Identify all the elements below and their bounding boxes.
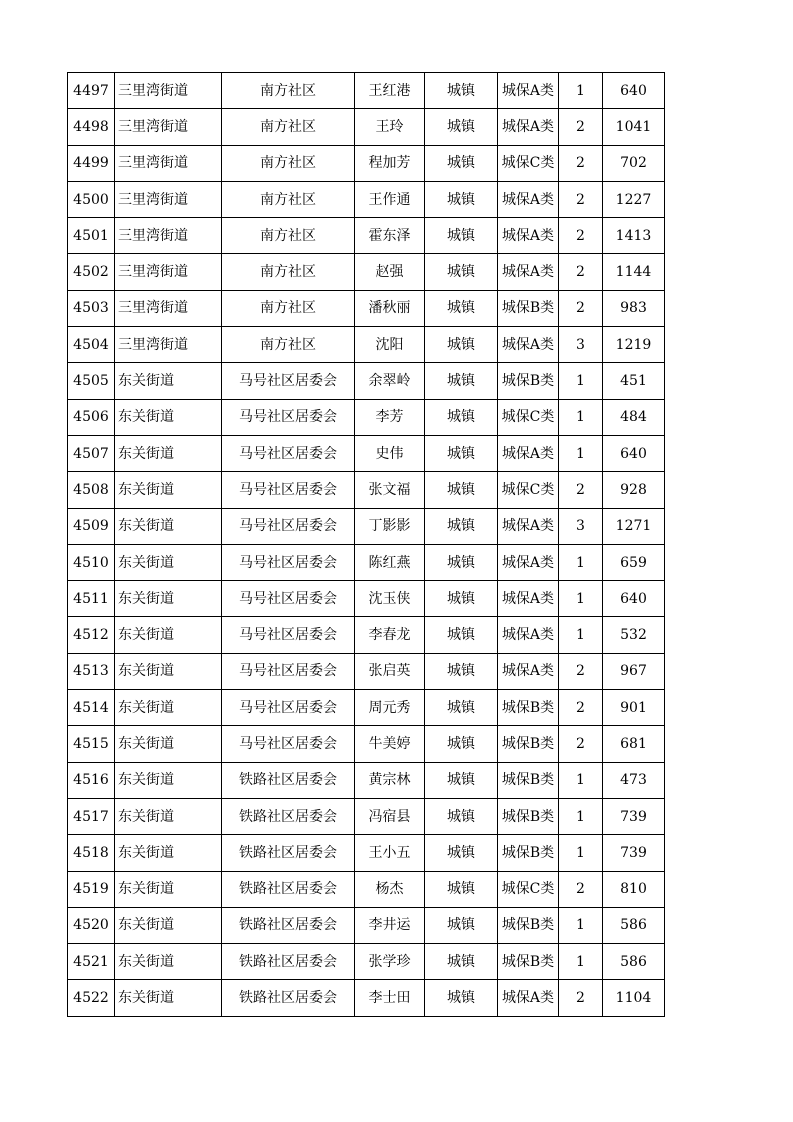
area-type-cell: 城镇 (425, 472, 498, 508)
household-size-cell: 2 (559, 290, 603, 326)
insurance-class-cell: 城保B类 (498, 907, 559, 943)
table-row (68, 871, 665, 907)
table-row (68, 435, 665, 471)
area-type-cell: 城镇 (425, 726, 498, 762)
area-type-cell: 城镇 (425, 544, 498, 580)
name-cell: 王小五 (355, 835, 425, 871)
insurance-class-cell: 城保B类 (498, 798, 559, 834)
street-cell: 三里湾街道 (115, 181, 222, 217)
amount-cell: 967 (603, 653, 665, 689)
table-row (68, 726, 665, 762)
table-row (68, 145, 665, 181)
table-row (68, 617, 665, 653)
household-size-cell: 1 (559, 581, 603, 617)
street-cell: 东关街道 (115, 363, 222, 399)
table-row (68, 399, 665, 435)
name-cell: 黄宗林 (355, 762, 425, 798)
name-cell: 沈玉侠 (355, 581, 425, 617)
row-number-cell: 4503 (68, 290, 115, 326)
community-cell: 南方社区 (222, 109, 355, 145)
street-cell: 东关街道 (115, 907, 222, 943)
street-cell: 三里湾街道 (115, 327, 222, 363)
street-cell: 三里湾街道 (115, 218, 222, 254)
row-number-cell: 4497 (68, 73, 115, 109)
row-number-cell: 4507 (68, 435, 115, 471)
insurance-class-cell: 城保A类 (498, 980, 559, 1016)
community-cell: 南方社区 (222, 327, 355, 363)
amount-cell: 739 (603, 798, 665, 834)
table-row (68, 218, 665, 254)
community-cell: 南方社区 (222, 145, 355, 181)
name-cell: 李芳 (355, 399, 425, 435)
name-cell: 张启英 (355, 653, 425, 689)
row-number-cell: 4512 (68, 617, 115, 653)
name-cell: 牛美婷 (355, 726, 425, 762)
table-row (68, 327, 665, 363)
insurance-class-cell: 城保A类 (498, 73, 559, 109)
household-size-cell: 1 (559, 399, 603, 435)
insurance-class-cell: 城保B类 (498, 944, 559, 980)
table-row (68, 544, 665, 580)
table-row (68, 109, 665, 145)
amount-cell: 473 (603, 762, 665, 798)
household-size-cell: 3 (559, 327, 603, 363)
household-size-cell: 1 (559, 835, 603, 871)
amount-cell: 681 (603, 726, 665, 762)
name-cell: 王红港 (355, 73, 425, 109)
table-row (68, 73, 665, 109)
amount-cell: 586 (603, 907, 665, 943)
area-type-cell: 城镇 (425, 617, 498, 653)
household-size-cell: 2 (559, 690, 603, 726)
name-cell: 余翠岭 (355, 363, 425, 399)
street-cell: 三里湾街道 (115, 109, 222, 145)
row-number-cell: 4522 (68, 980, 115, 1016)
household-size-cell: 1 (559, 363, 603, 399)
insurance-class-cell: 城保A类 (498, 653, 559, 689)
insurance-class-cell: 城保B类 (498, 363, 559, 399)
community-cell: 南方社区 (222, 73, 355, 109)
household-size-cell: 2 (559, 653, 603, 689)
subsidy-register-sheet (67, 72, 665, 1017)
community-cell: 马号社区居委会 (222, 472, 355, 508)
household-size-cell: 1 (559, 617, 603, 653)
insurance-class-cell: 城保A类 (498, 181, 559, 217)
table-row (68, 690, 665, 726)
row-number-cell: 4517 (68, 798, 115, 834)
household-size-cell: 2 (559, 181, 603, 217)
community-cell: 马号社区居委会 (222, 617, 355, 653)
community-cell: 马号社区居委会 (222, 581, 355, 617)
area-type-cell: 城镇 (425, 73, 498, 109)
name-cell: 李井运 (355, 907, 425, 943)
insurance-class-cell: 城保B类 (498, 726, 559, 762)
row-number-cell: 4519 (68, 871, 115, 907)
household-size-cell: 2 (559, 145, 603, 181)
name-cell: 潘秋丽 (355, 290, 425, 326)
household-size-cell: 2 (559, 109, 603, 145)
community-cell: 马号社区居委会 (222, 690, 355, 726)
table-body (68, 73, 665, 1017)
amount-cell: 640 (603, 581, 665, 617)
street-cell: 东关街道 (115, 798, 222, 834)
insurance-class-cell: 城保C类 (498, 145, 559, 181)
insurance-class-cell: 城保A类 (498, 327, 559, 363)
name-cell: 程加芳 (355, 145, 425, 181)
area-type-cell: 城镇 (425, 290, 498, 326)
household-size-cell: 1 (559, 762, 603, 798)
street-cell: 三里湾街道 (115, 254, 222, 290)
table-row (68, 907, 665, 943)
area-type-cell: 城镇 (425, 254, 498, 290)
table-row (68, 798, 665, 834)
amount-cell: 1219 (603, 327, 665, 363)
amount-cell: 640 (603, 435, 665, 471)
street-cell: 东关街道 (115, 653, 222, 689)
insurance-class-cell: 城保B类 (498, 762, 559, 798)
row-number-cell: 4498 (68, 109, 115, 145)
community-cell: 南方社区 (222, 181, 355, 217)
household-size-cell: 1 (559, 944, 603, 980)
amount-cell: 1271 (603, 508, 665, 544)
row-number-cell: 4518 (68, 835, 115, 871)
table-row (68, 581, 665, 617)
row-number-cell: 4500 (68, 181, 115, 217)
street-cell: 东关街道 (115, 726, 222, 762)
community-cell: 马号社区居委会 (222, 508, 355, 544)
area-type-cell: 城镇 (425, 181, 498, 217)
amount-cell: 702 (603, 145, 665, 181)
insurance-class-cell: 城保A类 (498, 218, 559, 254)
street-cell: 东关街道 (115, 435, 222, 471)
table-row (68, 653, 665, 689)
amount-cell: 928 (603, 472, 665, 508)
name-cell: 霍东泽 (355, 218, 425, 254)
row-number-cell: 4515 (68, 726, 115, 762)
area-type-cell: 城镇 (425, 327, 498, 363)
community-cell: 马号社区居委会 (222, 435, 355, 471)
table-row (68, 181, 665, 217)
table-row (68, 363, 665, 399)
table-row (68, 835, 665, 871)
amount-cell: 586 (603, 944, 665, 980)
area-type-cell: 城镇 (425, 435, 498, 471)
insurance-class-cell: 城保A类 (498, 581, 559, 617)
amount-cell: 532 (603, 617, 665, 653)
row-number-cell: 4516 (68, 762, 115, 798)
area-type-cell: 城镇 (425, 980, 498, 1016)
area-type-cell: 城镇 (425, 762, 498, 798)
street-cell: 东关街道 (115, 871, 222, 907)
name-cell: 杨杰 (355, 871, 425, 907)
community-cell: 铁路社区居委会 (222, 798, 355, 834)
amount-cell: 640 (603, 73, 665, 109)
household-size-cell: 2 (559, 871, 603, 907)
name-cell: 冯宿县 (355, 798, 425, 834)
subsidy-register-table (67, 72, 665, 1017)
table-row (68, 508, 665, 544)
amount-cell: 901 (603, 690, 665, 726)
community-cell: 马号社区居委会 (222, 544, 355, 580)
area-type-cell: 城镇 (425, 944, 498, 980)
street-cell: 东关街道 (115, 508, 222, 544)
amount-cell: 451 (603, 363, 665, 399)
household-size-cell: 2 (559, 980, 603, 1016)
amount-cell: 739 (603, 835, 665, 871)
table-row (68, 944, 665, 980)
insurance-class-cell: 城保B类 (498, 290, 559, 326)
name-cell: 张学珍 (355, 944, 425, 980)
row-number-cell: 4502 (68, 254, 115, 290)
row-number-cell: 4511 (68, 581, 115, 617)
name-cell: 赵强 (355, 254, 425, 290)
street-cell: 东关街道 (115, 690, 222, 726)
area-type-cell: 城镇 (425, 835, 498, 871)
area-type-cell: 城镇 (425, 109, 498, 145)
street-cell: 三里湾街道 (115, 145, 222, 181)
community-cell: 铁路社区居委会 (222, 980, 355, 1016)
insurance-class-cell: 城保A类 (498, 254, 559, 290)
name-cell: 史伟 (355, 435, 425, 471)
community-cell: 马号社区居委会 (222, 399, 355, 435)
community-cell: 马号社区居委会 (222, 726, 355, 762)
household-size-cell: 1 (559, 907, 603, 943)
row-number-cell: 4514 (68, 690, 115, 726)
name-cell: 王作通 (355, 181, 425, 217)
community-cell: 南方社区 (222, 290, 355, 326)
area-type-cell: 城镇 (425, 907, 498, 943)
name-cell: 张文福 (355, 472, 425, 508)
row-number-cell: 4513 (68, 653, 115, 689)
row-number-cell: 4499 (68, 145, 115, 181)
amount-cell: 1144 (603, 254, 665, 290)
insurance-class-cell: 城保A类 (498, 109, 559, 145)
row-number-cell: 4508 (68, 472, 115, 508)
insurance-class-cell: 城保A类 (498, 617, 559, 653)
row-number-cell: 4520 (68, 907, 115, 943)
amount-cell: 1413 (603, 218, 665, 254)
street-cell: 东关街道 (115, 399, 222, 435)
name-cell: 丁影影 (355, 508, 425, 544)
community-cell: 铁路社区居委会 (222, 762, 355, 798)
household-size-cell: 2 (559, 254, 603, 290)
area-type-cell: 城镇 (425, 690, 498, 726)
street-cell: 三里湾街道 (115, 73, 222, 109)
community-cell: 铁路社区居委会 (222, 871, 355, 907)
table-row (68, 254, 665, 290)
insurance-class-cell: 城保A类 (498, 508, 559, 544)
street-cell: 三里湾街道 (115, 290, 222, 326)
area-type-cell: 城镇 (425, 581, 498, 617)
row-number-cell: 4501 (68, 218, 115, 254)
insurance-class-cell: 城保C类 (498, 472, 559, 508)
community-cell: 马号社区居委会 (222, 363, 355, 399)
name-cell: 王玲 (355, 109, 425, 145)
amount-cell: 983 (603, 290, 665, 326)
table-row (68, 980, 665, 1016)
community-cell: 马号社区居委会 (222, 653, 355, 689)
area-type-cell: 城镇 (425, 798, 498, 834)
row-number-cell: 4505 (68, 363, 115, 399)
area-type-cell: 城镇 (425, 399, 498, 435)
household-size-cell: 1 (559, 73, 603, 109)
street-cell: 东关街道 (115, 762, 222, 798)
street-cell: 东关街道 (115, 617, 222, 653)
community-cell: 南方社区 (222, 254, 355, 290)
name-cell: 李士田 (355, 980, 425, 1016)
amount-cell: 1227 (603, 181, 665, 217)
amount-cell: 484 (603, 399, 665, 435)
row-number-cell: 4521 (68, 944, 115, 980)
table-row (68, 290, 665, 326)
household-size-cell: 2 (559, 218, 603, 254)
area-type-cell: 城镇 (425, 508, 498, 544)
household-size-cell: 2 (559, 726, 603, 762)
insurance-class-cell: 城保C类 (498, 871, 559, 907)
community-cell: 铁路社区居委会 (222, 944, 355, 980)
row-number-cell: 4510 (68, 544, 115, 580)
street-cell: 东关街道 (115, 544, 222, 580)
name-cell: 周元秀 (355, 690, 425, 726)
household-size-cell: 1 (559, 798, 603, 834)
name-cell: 陈红燕 (355, 544, 425, 580)
household-size-cell: 3 (559, 508, 603, 544)
name-cell: 沈阳 (355, 327, 425, 363)
household-size-cell: 1 (559, 544, 603, 580)
insurance-class-cell: 城保B类 (498, 690, 559, 726)
community-cell: 铁路社区居委会 (222, 907, 355, 943)
row-number-cell: 4504 (68, 327, 115, 363)
community-cell: 南方社区 (222, 218, 355, 254)
name-cell: 李春龙 (355, 617, 425, 653)
household-size-cell: 1 (559, 435, 603, 471)
insurance-class-cell: 城保A类 (498, 435, 559, 471)
table-row (68, 762, 665, 798)
street-cell: 东关街道 (115, 980, 222, 1016)
household-size-cell: 2 (559, 472, 603, 508)
area-type-cell: 城镇 (425, 145, 498, 181)
table-row (68, 472, 665, 508)
amount-cell: 1041 (603, 109, 665, 145)
insurance-class-cell: 城保B类 (498, 835, 559, 871)
area-type-cell: 城镇 (425, 218, 498, 254)
street-cell: 东关街道 (115, 944, 222, 980)
area-type-cell: 城镇 (425, 653, 498, 689)
amount-cell: 810 (603, 871, 665, 907)
community-cell: 铁路社区居委会 (222, 835, 355, 871)
street-cell: 东关街道 (115, 581, 222, 617)
row-number-cell: 4509 (68, 508, 115, 544)
insurance-class-cell: 城保C类 (498, 399, 559, 435)
row-number-cell: 4506 (68, 399, 115, 435)
area-type-cell: 城镇 (425, 363, 498, 399)
amount-cell: 1104 (603, 980, 665, 1016)
amount-cell: 659 (603, 544, 665, 580)
street-cell: 东关街道 (115, 835, 222, 871)
area-type-cell: 城镇 (425, 871, 498, 907)
street-cell: 东关街道 (115, 472, 222, 508)
insurance-class-cell: 城保A类 (498, 544, 559, 580)
